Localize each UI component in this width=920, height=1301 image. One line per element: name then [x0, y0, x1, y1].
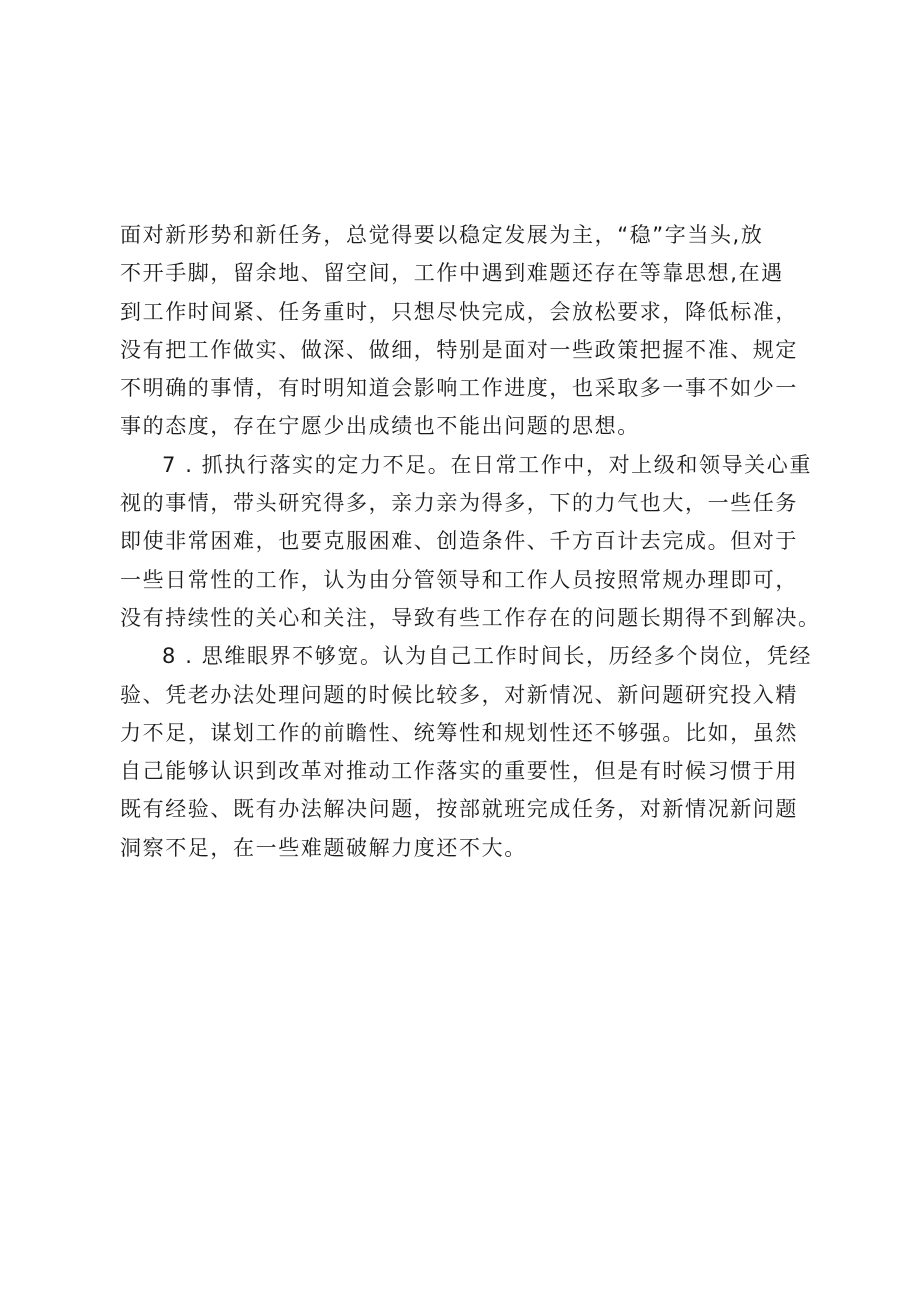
text-line: 不明确的事情，有时明知道会影响工作进度，也采取多一事不如少一 — [120, 376, 798, 401]
item-7-heading-line: 7 . 抓执行落实的定力不足。在日常工作中，对上级和领导关心重 — [162, 452, 812, 477]
text-line: 视的事情，带头研究得多，亲力亲为得多，下的力气也大，一些任务 — [120, 491, 798, 516]
text-line: 没有持续性的关心和关注，导致有些工作存在的问题长期得不到解决。 — [120, 605, 821, 630]
text-line: 力不足，谋划工作的前瞻性、统筹性和规划性还不够强。比如，虽然 — [120, 720, 798, 745]
text-line: 没有把工作做实、做深、做细，特别是面对一些政策把握不准、规定 — [120, 337, 798, 362]
text-line: 验、凭老办法处理问题的时候比较多，对新情况、新问题研究投入精 — [120, 682, 798, 707]
text-line: 一些日常性的工作，认为由分管领导和工作人员按照常规办理即可， — [120, 567, 798, 592]
text-line: 既有经验、既有办法解决问题，按部就班完成任务，对新情况新问题 — [120, 797, 798, 822]
text-line: 事的态度，存在宁愿少出成绩也不能出问题的思想。 — [120, 414, 640, 439]
text-line: 自己能够认识到改革对推动工作落实的重要性，但是有时候习惯于用 — [120, 759, 798, 784]
text-line: 到工作时间紧、任务重时，只想尽快完成，会放松要求，降低标准， — [120, 299, 798, 324]
text-line: 不开手脚，留余地、留空间，工作中遇到难题还存在等靠思想,在遇 — [120, 261, 784, 286]
text-line: 面对新形势和新任务，总觉得要以稳定发展为主，“稳”字当头,放 — [120, 223, 764, 247]
text-line: 即使非常困难，也要克服困难、创造条件、千方百计去完成。但对于 — [120, 529, 798, 554]
text-line: 洞察不足，在一些难题破解力度还不大。 — [120, 835, 527, 860]
item-8-heading-line: 8 . 思维眼界不够宽。认为自己工作时间长，历经多个岗位，凭经 — [162, 644, 812, 669]
document-body — [120, 216, 840, 867]
